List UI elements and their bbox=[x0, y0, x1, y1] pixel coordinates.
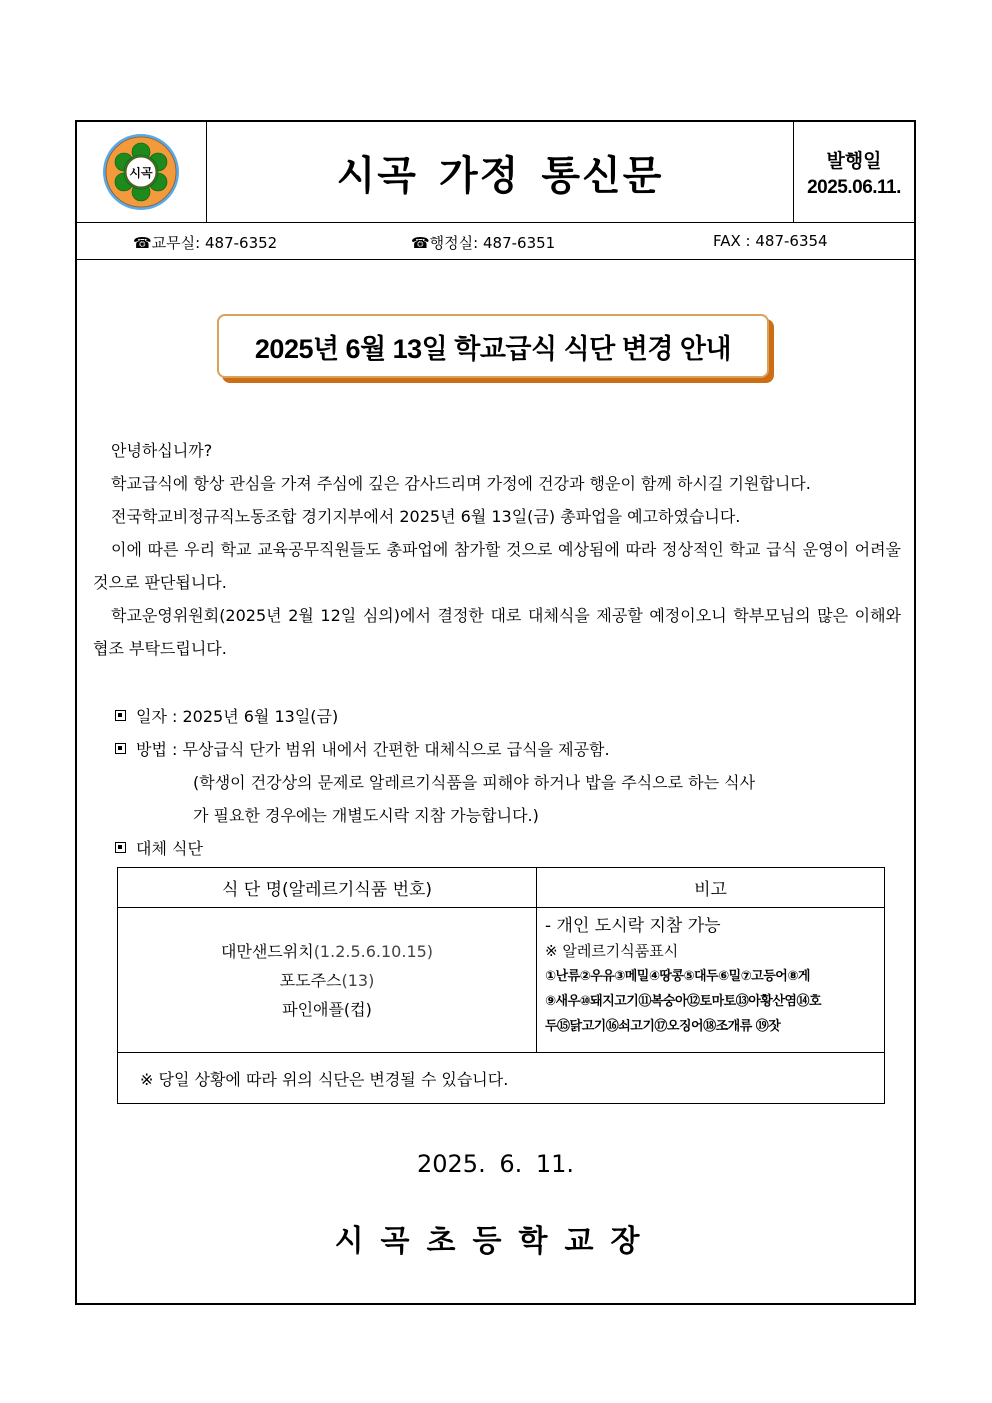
issue-date-value: 2025.06.11. bbox=[807, 176, 901, 198]
admin-office-phone: ☎행정실: 487-6351 bbox=[411, 234, 556, 252]
paragraph: 전국학교비정규직노동조합 경기지부에서 2025년 6월 13일(금) 총파업을 예고하였습니다. bbox=[111, 507, 741, 526]
menu-item: 대만샌드위치(1.2.5.6.10.15) bbox=[220, 941, 434, 961]
details-list bbox=[115, 700, 895, 865]
column-header-remarks: 비고 bbox=[537, 868, 885, 908]
method-note-line-1: (학생이 건강상의 문제로 알레르기식품을 피해야 하거나 밥을 주식으로 하는 식사 bbox=[193, 773, 756, 792]
detail-method-text: 방법 : 무상급식 단가 범위 내에서 간편한 대체식으로 급식을 제공함. bbox=[136, 740, 610, 759]
greeting: 안녕하십니까? bbox=[111, 441, 213, 460]
principal-signature: 시곡초등학교장 bbox=[334, 1225, 657, 1258]
square-bullet-icon bbox=[115, 710, 126, 721]
academic-office-phone: ☎교무실: 487-6352 bbox=[133, 234, 278, 252]
method-note-line-2: 가 필요한 경우에는 개별도시락 지참 가능합니다.) bbox=[193, 806, 539, 825]
issue-date-cell bbox=[794, 122, 914, 222]
detail-date bbox=[115, 700, 895, 733]
detail-date-text: 일자 : 2025년 6월 13일(금) bbox=[136, 707, 339, 726]
newsletter-frame bbox=[75, 120, 916, 1305]
column-header-menu: 식 단 명(알레르기식품 번호) bbox=[118, 868, 537, 908]
header bbox=[77, 122, 914, 223]
square-bullet-icon bbox=[115, 842, 126, 853]
letter-body bbox=[93, 434, 901, 665]
square-bullet-icon bbox=[115, 743, 126, 754]
allergy-title: ※ 알레르기식품표시 bbox=[545, 942, 679, 960]
detail-alt-menu bbox=[115, 832, 895, 865]
notice-title: 2025년 6월 13일 학교급식 식단 변경 안내 bbox=[254, 333, 732, 364]
menu-cell bbox=[118, 908, 537, 1053]
menu-item: 파인애플(컵) bbox=[282, 999, 372, 1019]
change-notice: ※ 당일 상황에 따라 위의 식단은 변경될 수 있습니다. bbox=[118, 1053, 885, 1104]
paragraph: 학교급식에 항상 관심을 가져 주심에 깊은 감사드리며 가정에 건강과 행운이 함께 하시길 기원합니다. bbox=[111, 474, 811, 493]
title-cell bbox=[207, 122, 794, 222]
menu-table bbox=[117, 867, 885, 1104]
table-row bbox=[118, 908, 885, 1053]
menu-item: 포도주스(13) bbox=[279, 970, 375, 990]
paragraph: 이에 따른 우리 학교 교육공무직원들도 총파업에 참가할 것으로 예상됨에 따라 정상적인 학교 급식 운영이 어려울 것으로 판단됩니다. bbox=[93, 540, 901, 592]
remarks-cell bbox=[537, 908, 885, 1053]
contact-bar bbox=[77, 223, 914, 260]
table-footer-row bbox=[118, 1053, 885, 1104]
table-header-row bbox=[118, 868, 885, 908]
notice-banner-box bbox=[217, 314, 769, 378]
detail-method bbox=[115, 733, 895, 766]
issue-date-label: 발행일 bbox=[826, 150, 882, 172]
signature-date: 2025. 6. 11. bbox=[416, 1150, 575, 1178]
lunchbox-note: - 개인 도시락 지참 가능 bbox=[545, 916, 721, 936]
paragraph: 학교운영위원회(2025년 2월 12일 심의)에서 결정한 대로 대체식을 제공할 예정이오니 학부모님의 많은 이해와 협조 부탁드립니다. bbox=[93, 606, 901, 658]
notice-banner bbox=[217, 314, 775, 384]
page-title: 시곡 가정 통신문 bbox=[336, 153, 664, 198]
allergy-line: 두⑮닭고기⑯쇠고기⑰오징어⑱조개류 ⑲잣 bbox=[545, 1019, 781, 1034]
svg-text:시곡: 시곡 bbox=[129, 166, 153, 180]
alt-menu-label: 대체 식단 bbox=[136, 839, 203, 858]
logo-cell bbox=[77, 122, 207, 222]
fax-number: FAX : 487-6354 bbox=[713, 232, 828, 250]
school-logo-icon bbox=[102, 133, 180, 211]
allergy-line: ⑨새우⑩돼지고기⑪복숭아⑫토마토⑬아황산염⑭호 bbox=[545, 994, 821, 1009]
allergy-line: ①난류②우유③메밀④땅콩⑤대두⑥밀⑦고등어⑧게 bbox=[545, 969, 810, 984]
